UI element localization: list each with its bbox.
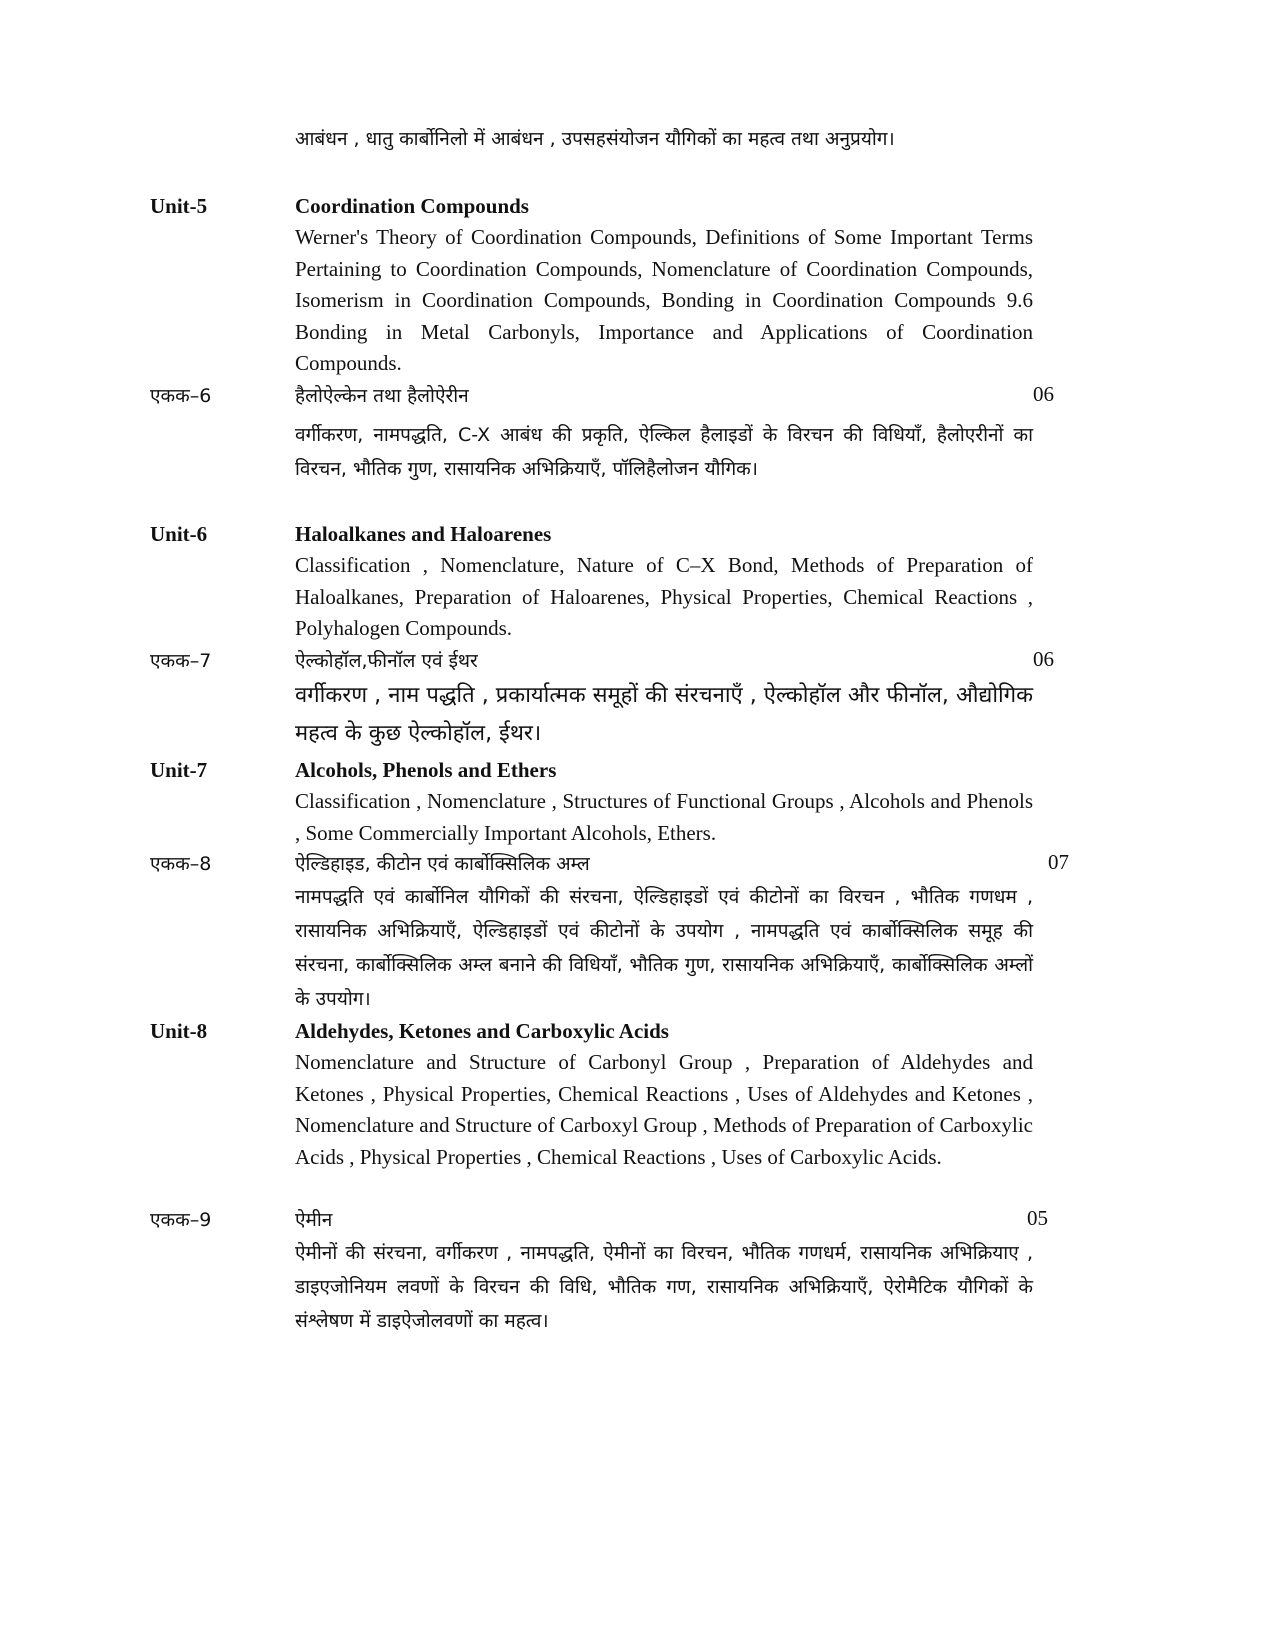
unit-description: Classification , Nomenclature, Nature of C–X Bond, Methods of Preparation of Haloalkanes, Preparation of Haloarenes, Physical Properties, Chemical Reactions , Polyhalogen Compounds. (295, 553, 1033, 640)
unit-hours: 06 (1033, 647, 1054, 671)
unit-hours: 06 (1033, 382, 1054, 406)
unit-hours: 07 (1048, 850, 1069, 874)
unit-title: ऐल्डिहाइड, कीटोन एवं कार्बोक्सिलिक अम्ल (295, 853, 590, 875)
unit-description: वर्गीकरण, नामपद्धति, C-X आबंध की प्रकृति, ऐल्किल हैलाइडों के विरचन की विधियाँ, हैलोएरीनों का विरचन, भौतिक गुण, रासायनिक अभिक्रियाएँ, पॉलिहैलोजन यौगिक। (295, 424, 1033, 480)
unit-label: एकक–9 (150, 1209, 212, 1231)
unit-description: वर्गीकरण , नाम पद्धति , प्रकार्यात्मक समूहों की संरचनाएँ , ऐल्कोहॉल और फीनॉल, औद्योगिक महत्व के कुछ ऐल्कोहॉल, ईथर। (295, 683, 1033, 746)
unit-title: Haloalkanes and Haloarenes (295, 522, 552, 546)
unit-label: Unit-7 (150, 758, 208, 782)
intro-text: आबंधन , धातु कार्बोनिलो में आबंधन , उपसहसंयोजन यौगिकों का महत्व तथा अनुप्रयोग। (295, 128, 895, 150)
unit-description: Classification , Nomenclature , Structures of Functional Groups , Alcohols and Phenols , Some Commercially Important Alcohols, Ethers. (295, 789, 1033, 845)
unit-title: Coordination Compounds (295, 194, 529, 218)
unit-hours: 05 (1027, 1206, 1048, 1230)
unit-title: ऐल्कोहॉल,फीनॉल एवं ईथर (295, 650, 478, 672)
unit-label: Unit-8 (150, 1019, 208, 1043)
unit-label: एकक–7 (150, 650, 212, 672)
unit-label: Unit-5 (150, 194, 208, 218)
unit-label: Unit-6 (150, 522, 208, 546)
unit-description: Werner's Theory of Coordination Compounds, Definitions of Some Important Terms Pertaining to Coordination Compounds, Nomenclature of Coordination Compounds, Isomerism in Coordination Compounds, Bonding in Coordination Compounds 9.6 Bonding in Metal Carbonyls, Importance and Applications of Coordination Compounds. (295, 225, 1033, 375)
unit-title: हैलोऐल्केन तथा हैलोऐरीन (295, 385, 469, 407)
unit-label: एकक–8 (150, 853, 212, 875)
unit-label: एकक–6 (150, 385, 212, 407)
unit-description: Nomenclature and Structure of Carbonyl Group , Preparation of Aldehydes and Ketones , Physical Properties, Chemical Reactions , Uses of Aldehydes and Ketones , Nomenclature and Structure of Carboxyl Group , Methods of Preparation of Carboxylic Acids , Physical Properties , Chemical Reactions , Uses of Carboxylic Acids. (295, 1050, 1033, 1169)
unit-title: Alcohols, Phenols and Ethers (295, 758, 557, 782)
unit-description: ऐमीनों की संरचना, वर्गीकरण , नामपद्धति, ऐमीनों का विरचन, भौतिक गणधर्म, रासायनिक अभिक्रियाए , डाइएजोनियम लवणों के विरचन की विधि, भौतिक गण, रासायनिक अभिक्रियाएँ, ऐरोमैटिक यौगिकों के संश्लेषण में डाइऐजोलवणों का महत्व। (295, 1242, 1033, 1332)
unit-description: नामपद्धति एवं कार्बोनिल यौगिकों की संरचना, ऐल्डिहाइडों एवं कीटोनों का विरचन , भौतिक गणधम , रासायनिक अभिक्रियाएँ, ऐल्डिहाइडों एवं कीटोनों के उपयोग , नामपद्धति एवं कार्बोक्सिलिक समूह की संरचना, कार्बोक्सिलिक अम्ल बनाने की विधियाँ, भौतिक गुण, रासायनिक अभिक्रियाएँ, कार्बोक्सिलिक अम्लों के उपयोग। (295, 886, 1033, 1010)
unit-title: ऐमीन (295, 1209, 333, 1231)
unit-title: Aldehydes, Ketones and Carboxylic Acids (295, 1019, 669, 1043)
